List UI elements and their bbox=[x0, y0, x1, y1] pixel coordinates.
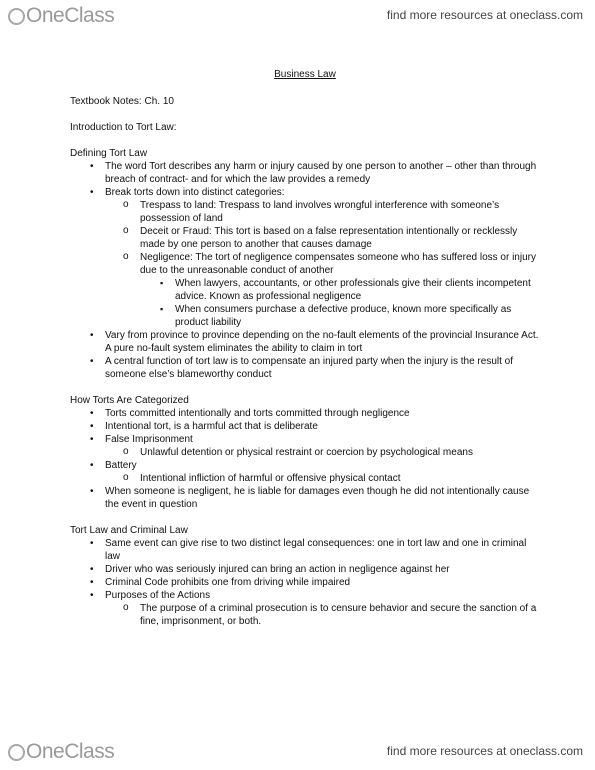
list-item-level-1: • Purposes of the Actions bbox=[70, 589, 540, 602]
list-item-level-1: • Vary from province to province depending on the no-fault elements of the provincial Insurance Act. A pure no-fault system eliminates the ability to claim in tort bbox=[70, 329, 540, 355]
list-item-level-2: o Deceit or Fraud: This tort is based on a false representation intentionally or recklessly made by one person to another that causes damage bbox=[70, 225, 540, 251]
list-item-level-2: o Unlawful detention or physical restraint or coercion by psychological means bbox=[70, 446, 540, 459]
bullet-list bbox=[70, 160, 540, 381]
oneclass-logo[interactable] bbox=[8, 4, 114, 28]
bullet-list bbox=[70, 407, 540, 511]
document-subtitle: Textbook Notes: Ch. 10 bbox=[70, 96, 174, 107]
list-item-level-3: ▪ When lawyers, accountants, or other professionals give their clients incompetent advice. Known as professional negligence bbox=[70, 277, 540, 303]
intro-heading: Introduction to Tort Law: bbox=[70, 122, 177, 133]
document-body bbox=[70, 68, 540, 628]
list-item-level-1: • When someone is negligent, he is liable for damages even though he did not intentionally cause the event in question bbox=[70, 485, 540, 511]
list-item-level-1: • A central function of tort law is to compensate an injured party when the injury is the result of someone else’s blameworthy conduct bbox=[70, 355, 540, 381]
list-item-level-1: • Battery bbox=[70, 459, 540, 472]
list-item-level-2: o Negligence: The tort of negligence compensates someone who has suffered loss or injury due to the unreasonable conduct of another bbox=[70, 251, 540, 277]
page-footer bbox=[0, 740, 595, 770]
list-item-level-1: • Break torts down into distinct categories: bbox=[70, 186, 540, 199]
list-item-level-1: • Same event can give rise to two distinct legal consequences: one in tort law and one in criminal law bbox=[70, 537, 540, 563]
list-item-level-1: • Intentional tort, is a harmful act that is deliberate bbox=[70, 420, 540, 433]
logo-text: OneClass bbox=[26, 4, 115, 27]
footer-resources-link[interactable]: find more resources at oneclass.com bbox=[386, 744, 583, 758]
section-heading: How Torts Are Categorized bbox=[70, 395, 189, 406]
document-title: Business Law bbox=[274, 69, 336, 80]
bullet-list bbox=[70, 537, 540, 628]
page-header bbox=[0, 0, 595, 30]
list-item-level-2: o Intentional infliction of harmful or offensive physical contact bbox=[70, 472, 540, 485]
list-item-level-1: • Torts committed intentionally and torts committed through negligence bbox=[70, 407, 540, 420]
list-item-level-3: ▪ When consumers purchase a defective produce, known more specifically as product liability bbox=[70, 303, 540, 329]
section-heading: Defining Tort Law bbox=[70, 148, 148, 159]
oneclass-footer-logo[interactable] bbox=[8, 740, 114, 764]
sections-container bbox=[70, 147, 540, 628]
resources-link[interactable]: find more resources at oneclass.com bbox=[386, 8, 583, 22]
list-item-level-1: • False Imprisonment bbox=[70, 433, 540, 446]
footer-logo-text: OneClass bbox=[26, 740, 115, 763]
list-item-level-2: o Trespass to land: Trespass to land involves wrongful interference with someone’s possession of land bbox=[70, 199, 540, 225]
list-item-level-1: • The word Tort describes any harm or injury caused by one person to another – other than through breach of contract- and for which the law provides a remedy bbox=[70, 160, 540, 186]
list-item-level-2: o The purpose of a criminal prosecution is to censure behavior and secure the sanction of a fine, imprisonment, or both. bbox=[70, 602, 540, 628]
list-item-level-1: • Driver who was seriously injured can bring an action in negligence against her bbox=[70, 563, 540, 576]
section-heading: Tort Law and Criminal Law bbox=[70, 525, 188, 536]
list-item-level-1: • Criminal Code prohibits one from driving while impaired bbox=[70, 576, 540, 589]
